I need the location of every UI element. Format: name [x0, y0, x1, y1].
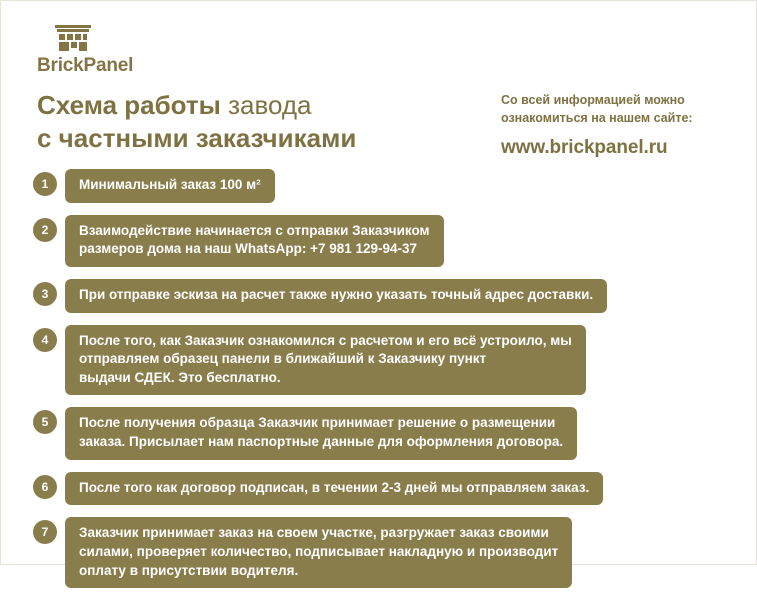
step-line: Заказчик принимает заказ на своем участке, разгружает заказ своими	[79, 525, 549, 541]
step-text	[65, 407, 577, 459]
step-text	[65, 472, 603, 506]
step-number: 6	[33, 475, 57, 499]
step-number: 2	[33, 218, 57, 242]
step-line: Взаимодействие начинается с отправки Заказчиком	[79, 222, 430, 238]
step-line: После того, как Заказчик ознакомился с расчетом и его всё устроило, мы	[79, 332, 572, 348]
step-line: силами, проверяет количество, подписывает накладную и производит	[79, 543, 559, 559]
brand-logo	[37, 23, 237, 77]
list-item	[33, 407, 723, 459]
step-line: отправляем образец панели в ближайший к Заказчику пункт	[79, 351, 487, 367]
list-item	[33, 279, 723, 313]
step-text	[65, 215, 444, 267]
info-text-line-1: Со всей информацией можно	[501, 93, 685, 107]
title-line-1	[37, 89, 467, 122]
step-line: размеров дома на наш WhatsApp: +7 981 129-94-37	[79, 241, 418, 257]
step-number: 5	[33, 410, 57, 434]
page-title	[37, 89, 467, 156]
step-line: заказа. Присылает нам паспортные данные для оформления договора.	[79, 434, 564, 449]
list-item	[33, 169, 723, 203]
brand-name: BrickPanel	[37, 55, 134, 76]
step-number: 1	[33, 172, 57, 196]
info-text-line-2: ознакомиться на нашем сайте:	[501, 111, 693, 126]
step-number: 3	[33, 282, 57, 306]
step-text	[65, 517, 572, 588]
step-text	[65, 325, 586, 396]
title-light: завода	[220, 90, 312, 120]
step-line: При отправке эскиза на расчет также нужно указать точный адрес доставки.	[79, 286, 594, 302]
list-item	[33, 472, 723, 506]
step-line: Минимальный заказ 100 м²	[79, 177, 261, 192]
step-number: 4	[33, 328, 57, 352]
website-info	[501, 91, 731, 159]
brick-house-icon	[53, 23, 93, 53]
title-bold: Схема работы	[37, 90, 221, 120]
steps-list	[33, 169, 723, 600]
step-number: 7	[33, 520, 57, 544]
step-line: После получения образца Заказчик принимает решение о размещении	[79, 415, 556, 431]
list-item	[33, 517, 723, 588]
step-line: После того как договор подписан, в течении 2-3 дней мы отправляем заказ.	[79, 479, 590, 495]
step-text	[65, 169, 275, 203]
step-line: оплату в присутствии водителя.	[79, 562, 299, 578]
list-item	[33, 325, 723, 396]
title-line-2: с частными заказчиками	[37, 123, 357, 154]
step-text	[65, 279, 607, 313]
step-line: выдачи СДЕК. Это бесплатно.	[79, 369, 281, 385]
list-item	[33, 215, 723, 267]
website-url[interactable]: www.brickpanel.ru	[501, 137, 668, 159]
